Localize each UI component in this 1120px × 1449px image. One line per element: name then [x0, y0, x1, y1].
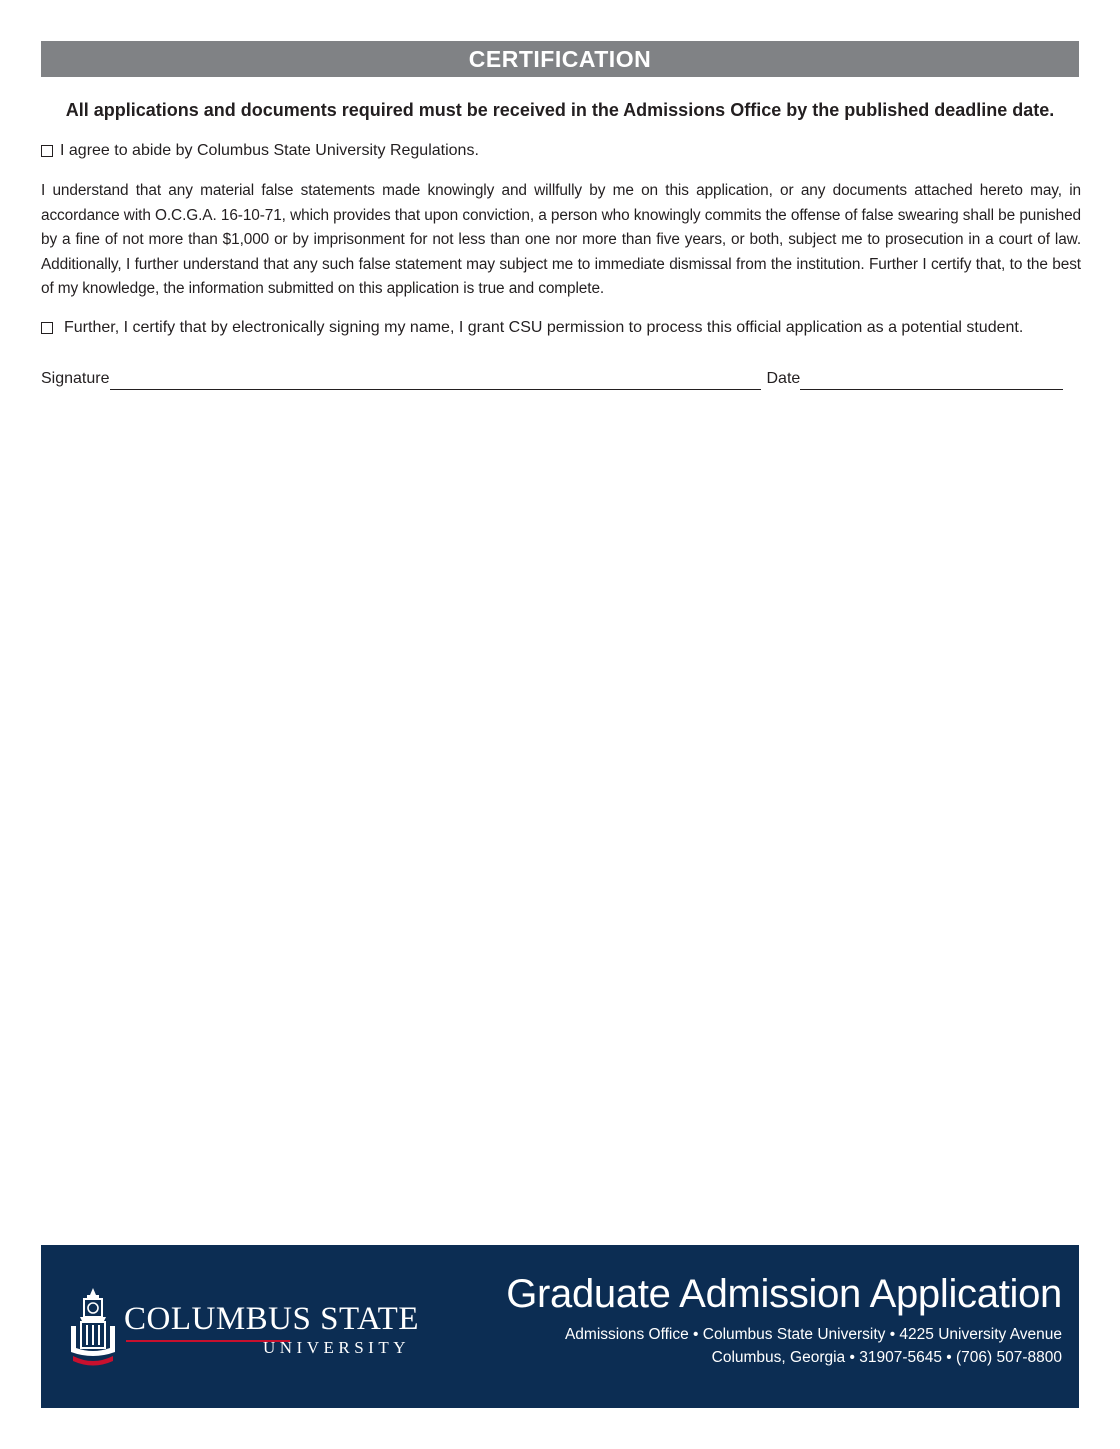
- university-logo: [68, 1286, 448, 1376]
- signature-row: [41, 366, 1063, 390]
- section-header: [41, 41, 1079, 77]
- agree-regulations-checkbox[interactable]: [41, 145, 53, 157]
- application-title: Graduate Admission Application: [506, 1272, 1062, 1316]
- logo-wordmark: COLUMBUS STATE: [124, 1301, 419, 1337]
- address-line-2: Columbus, Georgia • 31907-5645 • (706) 507-8800: [711, 1349, 1062, 1366]
- agree-regulations-row[interactable]: [41, 140, 479, 162]
- date-label: Date: [766, 370, 801, 387]
- signature-field[interactable]: [110, 371, 761, 390]
- footer-banner: [41, 1245, 1079, 1408]
- signature-label: Signature: [41, 370, 110, 387]
- date-field[interactable]: [800, 371, 1063, 390]
- logo-subtitle: UNIVERSITY: [263, 1338, 410, 1357]
- contact-info: [565, 1323, 1062, 1369]
- address-line-1: Admissions Office • Columbus State University • 4225 University Avenue: [564, 1326, 1062, 1343]
- electronic-consent-checkbox[interactable]: [41, 322, 53, 334]
- electronic-consent-label: Further, I certify that by electronically signing my name, I grant CSU permission to process this official application as a potential student.: [64, 319, 1024, 336]
- electronic-consent-row[interactable]: [41, 317, 1023, 339]
- agree-regulations-label: I agree to abide by Columbus State University Regulations.: [60, 142, 479, 159]
- deadline-notice: All applications and documents required must be received in the Admissions Office by the published deadline date.: [65, 100, 1055, 120]
- false-statement-disclaimer: I understand that any material false statements made knowingly and willfully by me on this application, or any documents attached hereto may, in accordance with O.C.G.A. 16-10-71, which provides that upon conviction, a person who knowingly commits the offense of false swearing shall be punished by a fine of not more than $1,000 or by imprisonment for not less than one nor more than five years, or both, subject me to prosecution in a court of law. Additionally, I further understand that any such false statement may subject me to immediate dismissal from the institution. Further I certify that, to the best of my knowledge, the information submitted on this application is true and complete.: [41, 182, 1081, 297]
- clock-tower-icon: [68, 1286, 118, 1368]
- section-title: CERTIFICATION: [468, 46, 652, 72]
